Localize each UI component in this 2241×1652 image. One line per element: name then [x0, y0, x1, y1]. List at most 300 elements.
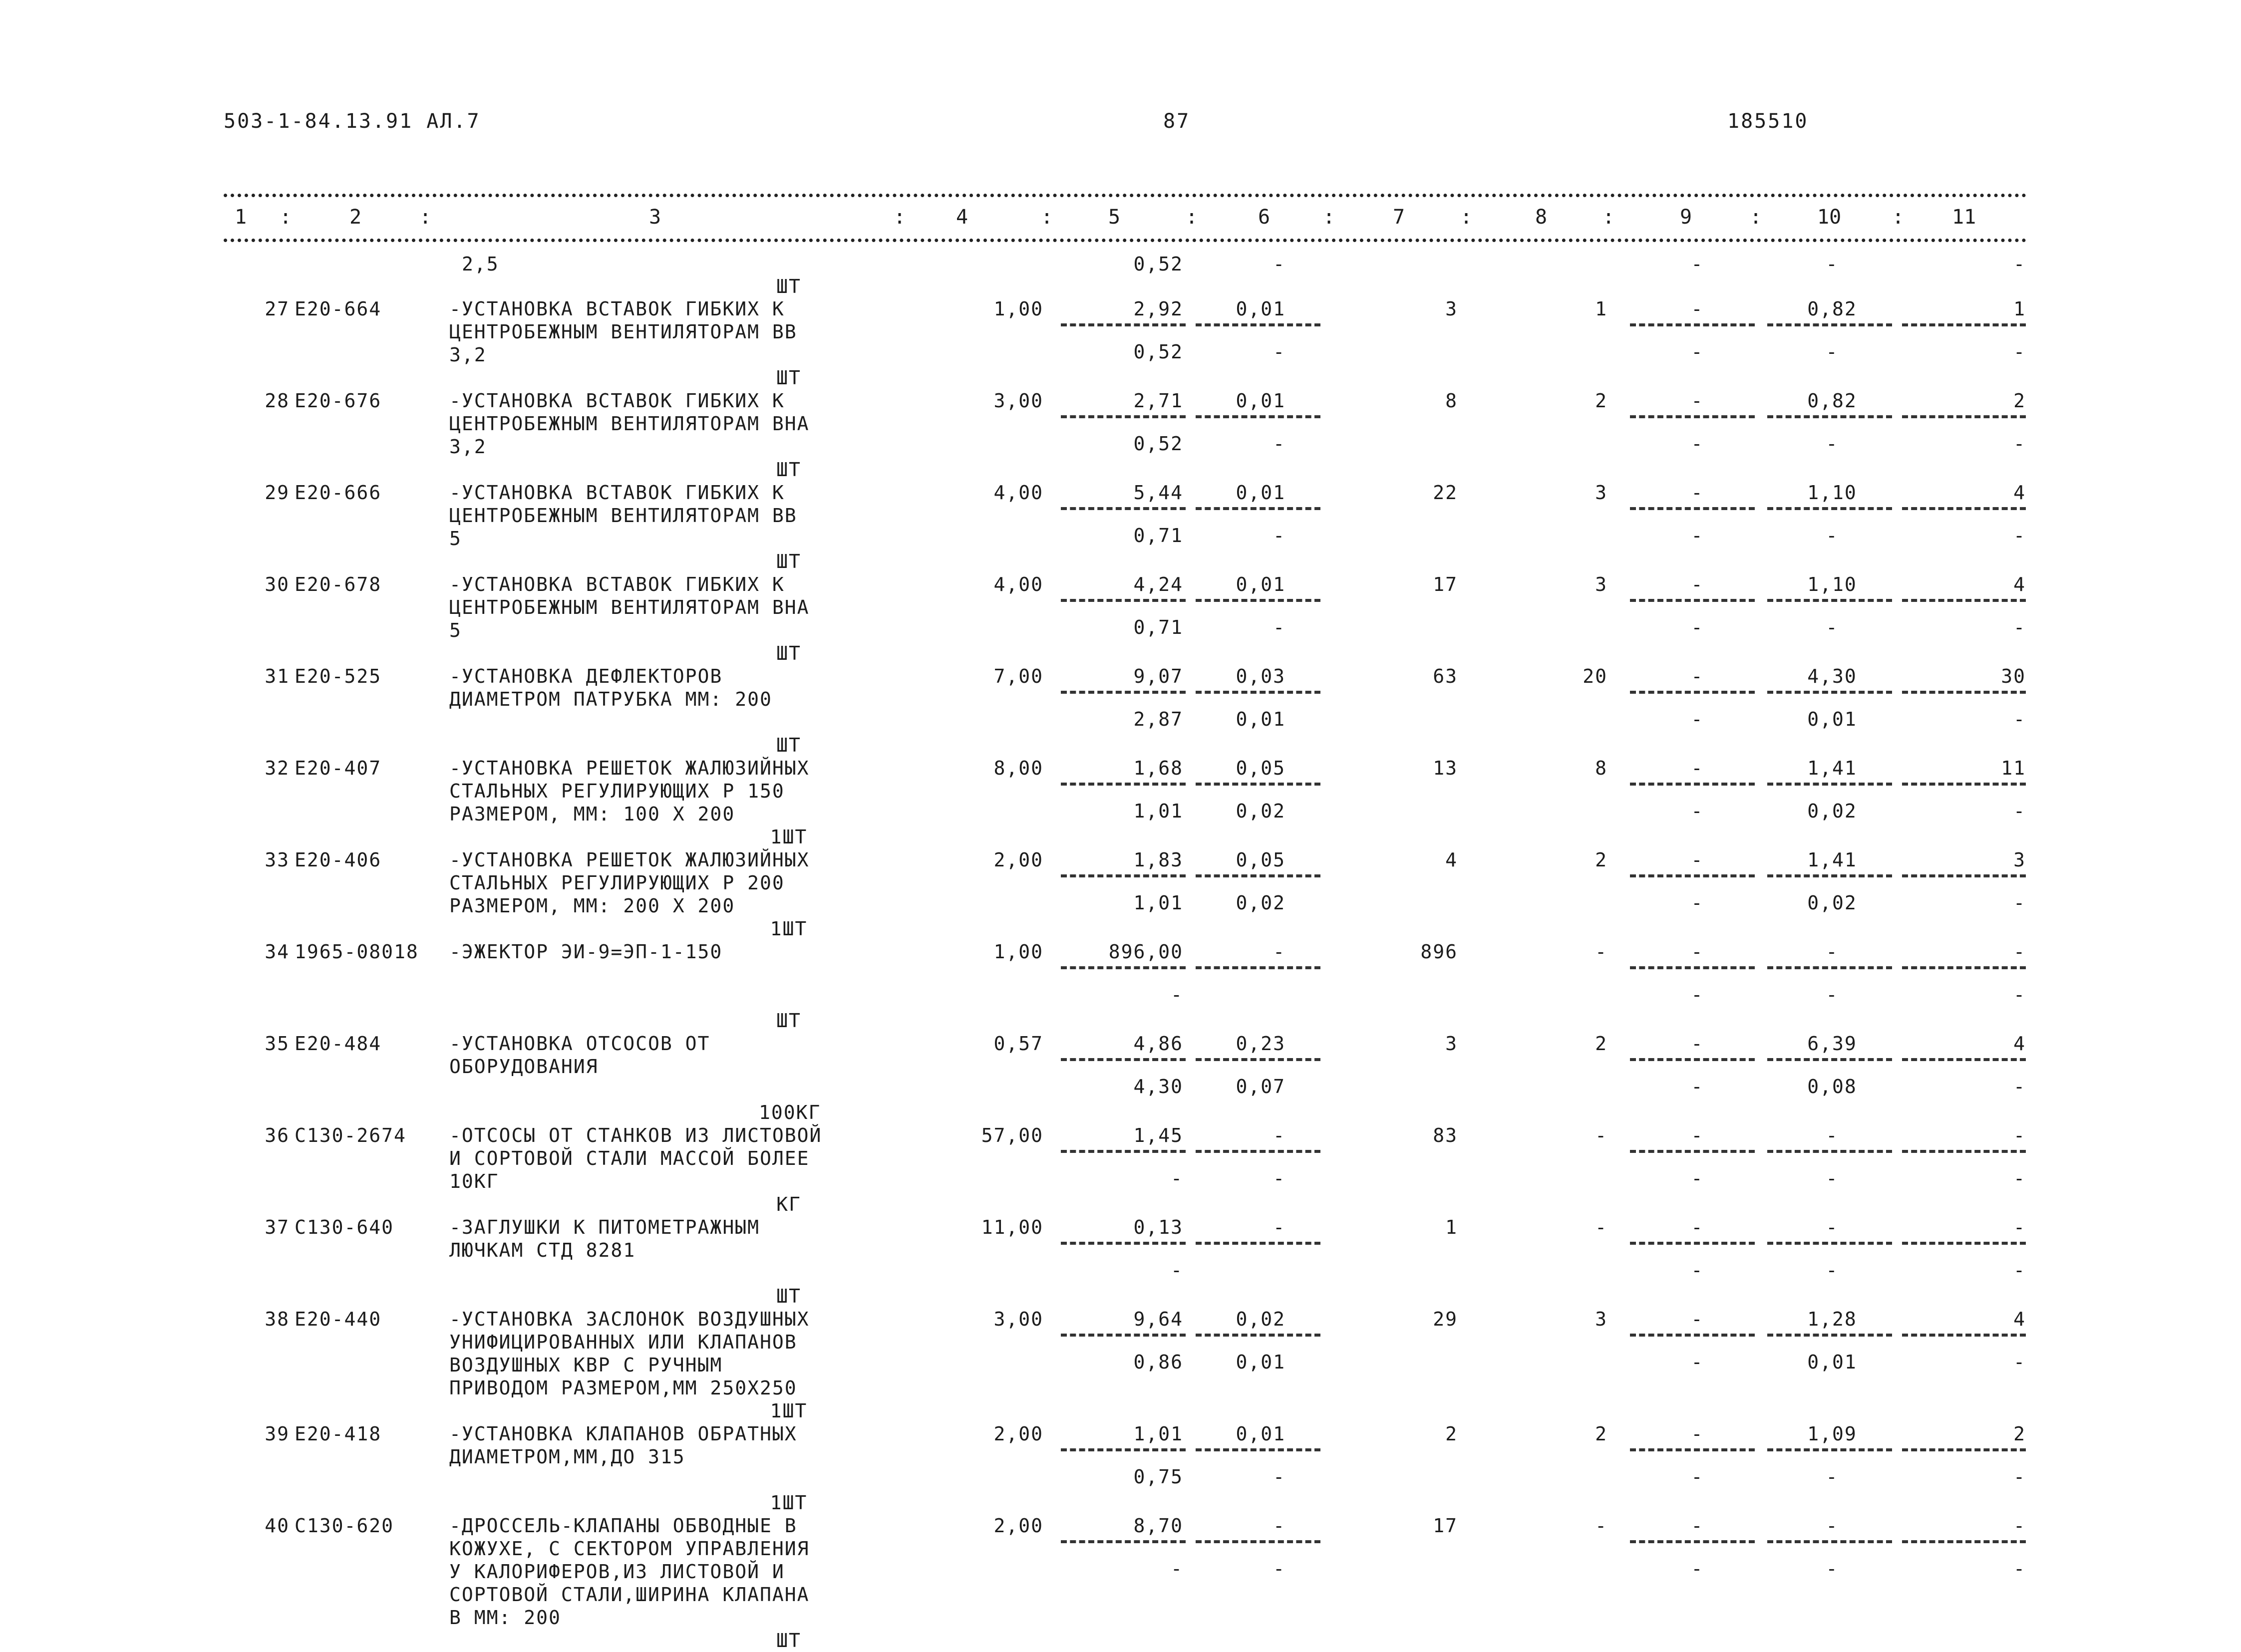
- item-description: -УСТАНОВКА РЕШЕТОК ЖАЛЮЗИЙНЫХ: [449, 757, 810, 779]
- subtotal-dashed-rule: [1767, 507, 1892, 510]
- cell-col6: -: [1273, 1124, 1285, 1146]
- row-number: 35: [265, 1033, 290, 1055]
- cell-col10-sub: 0,01: [1807, 1351, 1857, 1373]
- item-unit: ШТ: [776, 1285, 801, 1307]
- cell-col11-sub: -: [2013, 892, 2026, 914]
- cell-col11-sub: -: [2013, 1466, 2026, 1488]
- subtotal-dashed-rule: [1061, 1058, 1186, 1061]
- cell-col9: -: [1691, 482, 1704, 504]
- cell-quantity: 2,00: [993, 849, 1043, 871]
- cell-col6: 0,23: [1236, 1033, 1285, 1055]
- row-number: 40: [265, 1515, 290, 1537]
- cell-col9: -: [1691, 849, 1704, 871]
- cell-col11: -: [2013, 1216, 2026, 1238]
- subtotal-dashed-rule: [1196, 415, 1320, 418]
- subtotal-dashed-rule: [1196, 1058, 1320, 1061]
- subtotal-dashed-rule: [1902, 1242, 2026, 1245]
- column-separator: :: [1460, 206, 1473, 229]
- cell-col10: 1,09: [1807, 1423, 1857, 1445]
- cell-col11: 11: [2001, 757, 2026, 779]
- column-separator: :: [894, 206, 906, 229]
- cell-col11: 4: [2013, 1308, 2026, 1330]
- subtotal-dashed-rule: [1630, 599, 1755, 602]
- cell-col9-sub: -: [1691, 1076, 1704, 1098]
- item-unit: ШТ: [776, 459, 801, 481]
- subtotal-dashed-rule: [1630, 783, 1755, 786]
- item-code: С130-620: [295, 1515, 394, 1537]
- subtotal-dashed-rule: [1061, 783, 1186, 786]
- subtotal-dashed-rule: [1061, 1150, 1186, 1153]
- cell-col5-sub: 0,71: [1133, 616, 1183, 638]
- cell-col10-sub: -: [1826, 1167, 1839, 1189]
- subtotal-dashed-rule: [1061, 691, 1186, 694]
- row-number: 38: [265, 1308, 290, 1330]
- item-description: У КАЛОРИФЕРОВ,ИЗ ЛИСТОВОЙ И: [449, 1561, 785, 1583]
- cell-col11-sub: -: [2013, 1558, 2026, 1580]
- column-number: 11: [1952, 206, 1976, 229]
- cell-col11-sub: -: [2013, 1167, 2026, 1189]
- cell-col7: 13: [1433, 757, 1458, 779]
- cell-col10: 4,30: [1807, 665, 1857, 687]
- item-description: -ДРОССЕЛЬ-КЛАПАНЫ ОБВОДНЫЕ В: [449, 1515, 797, 1537]
- item-unit: 1ШТ: [770, 826, 808, 848]
- item-code: С130-2674: [295, 1124, 406, 1146]
- row-number: 32: [265, 757, 290, 779]
- cell-col8: 2: [1595, 1423, 1607, 1445]
- subtotal-dashed-rule: [1902, 1540, 2026, 1543]
- item-description: -УСТАНОВКА РЕШЕТОК ЖАЛЮЗИЙНЫХ: [449, 849, 810, 871]
- item-unit: ШТ: [776, 1010, 801, 1032]
- subtotal-dashed-rule: [1061, 323, 1186, 326]
- cell-col5: 5,44: [1133, 482, 1183, 504]
- subtotal-dashed-rule: [1902, 874, 2026, 877]
- item-unit: ШТ: [776, 551, 801, 572]
- cell-col9-sub: -: [1691, 1466, 1704, 1488]
- cell-col11-sub: -: [2013, 433, 2026, 455]
- cell-quantity: 0,57: [993, 1033, 1043, 1055]
- cell-col10: 1,41: [1807, 757, 1857, 779]
- cell-quantity: 11,00: [981, 1216, 1043, 1238]
- item-code: Е20-676: [295, 390, 382, 412]
- cell-quantity: 2,00: [993, 1515, 1043, 1537]
- cell-col11-sub: -: [2013, 525, 2026, 547]
- item-description: -ЭЖЕКТОР ЭИ-9=ЭП-1-150: [449, 941, 723, 963]
- subtotal-dashed-rule: [1196, 1334, 1320, 1337]
- cell-col5: 896,00: [1108, 941, 1183, 963]
- cell-col11: 2: [2013, 390, 2026, 412]
- cell-col10: 6,39: [1807, 1033, 1857, 1055]
- column-separator: :: [1186, 206, 1198, 229]
- column-number: 8: [1535, 206, 1548, 229]
- cell-col9: -: [1691, 1515, 1704, 1537]
- cell-col11: 1: [2013, 298, 2026, 320]
- cell-col6: 0,01: [1236, 1423, 1285, 1445]
- cell-col5-sub: 2,87: [1133, 708, 1183, 730]
- cell-col5: 1,68: [1133, 757, 1183, 779]
- cell-col5-sub: 1,01: [1133, 892, 1183, 914]
- cell-quantity: 4,00: [993, 482, 1043, 504]
- item-code: Е20-418: [295, 1423, 382, 1445]
- subtotal-dashed-rule: [1196, 1242, 1320, 1245]
- cell-col6: 0,03: [1236, 665, 1285, 687]
- subtotal-dashed-rule: [1196, 507, 1320, 510]
- cell-col9-sub: -: [1691, 708, 1704, 730]
- cell-col7: 17: [1433, 573, 1458, 595]
- item-description: СТАЛЬНЫХ РЕГУЛИРУЮЩИХ Р 150: [449, 780, 785, 802]
- cell-col5-sub: 0,52: [1133, 433, 1183, 455]
- item-description: -УСТАНОВКА ЗАСЛОНОК ВОЗДУШНЫХ: [449, 1308, 810, 1330]
- item-description: ЦЕНТРОБЕЖНЫМ ВЕНТИЛЯТОРАМ ВНА: [449, 596, 810, 618]
- cell-col6-sub: 0,02: [1236, 800, 1285, 822]
- column-number: 7: [1393, 206, 1405, 229]
- item-code: 1965-08018: [295, 941, 419, 963]
- cell-col5-sub: 0,86: [1133, 1351, 1183, 1373]
- cell-quantity: 7,00: [993, 665, 1043, 687]
- cell-col6-sub: -: [1273, 433, 1285, 455]
- item-code: Е20-406: [295, 849, 382, 871]
- cell-col10: 1,10: [1807, 482, 1857, 504]
- subtotal-dashed-rule: [1902, 1058, 2026, 1061]
- cell-col7: 2: [1445, 1423, 1458, 1445]
- continuation-c6: -: [1273, 253, 1285, 275]
- item-description: -УСТАНОВКА ВСТАВОК ГИБКИХ К: [449, 390, 785, 412]
- continuation-desc: 2,5: [462, 253, 499, 275]
- cell-col6: 0,05: [1236, 757, 1285, 779]
- subtotal-dashed-rule: [1061, 1448, 1186, 1451]
- column-separator: :: [1323, 206, 1335, 229]
- cell-col5-sub: 1,01: [1133, 800, 1183, 822]
- subtotal-dashed-rule: [1196, 783, 1320, 786]
- subtotal-dashed-rule: [1902, 507, 2026, 510]
- item-unit: ШТ: [776, 642, 801, 664]
- cell-col6-sub: -: [1273, 616, 1285, 638]
- cell-quantity: 4,00: [993, 573, 1043, 595]
- cell-col11: -: [2013, 941, 2026, 963]
- cell-col11: 2: [2013, 1423, 2026, 1445]
- subtotal-dashed-rule: [1630, 874, 1755, 877]
- cell-col5: 1,01: [1133, 1423, 1183, 1445]
- cell-quantity: 1,00: [993, 298, 1043, 320]
- cell-col9: -: [1691, 1216, 1704, 1238]
- cell-col9: -: [1691, 298, 1704, 320]
- column-separator: :: [1750, 206, 1762, 229]
- subtotal-dashed-rule: [1902, 415, 2026, 418]
- item-description: И СОРТОВОЙ СТАЛИ МАССОЙ БОЛЕЕ: [449, 1147, 810, 1169]
- cell-col5: 1,83: [1133, 849, 1183, 871]
- cell-col6: 0,01: [1236, 482, 1285, 504]
- cell-col11: 4: [2013, 1033, 2026, 1055]
- cell-quantity: 57,00: [981, 1124, 1043, 1146]
- cell-col8: 8: [1595, 757, 1607, 779]
- table-top-rule: [224, 194, 2027, 197]
- cell-col10-sub: 0,02: [1807, 892, 1857, 914]
- cell-col5-sub: 4,30: [1133, 1076, 1183, 1098]
- cell-col9-sub: -: [1691, 1167, 1704, 1189]
- item-description: -УСТАНОВКА ВСТАВОК ГИБКИХ К: [449, 573, 785, 595]
- subtotal-dashed-rule: [1061, 966, 1186, 969]
- cell-quantity: 3,00: [993, 390, 1043, 412]
- column-number: 5: [1108, 206, 1121, 229]
- cell-col7: 1: [1445, 1216, 1458, 1238]
- item-code: Е20-484: [295, 1033, 382, 1055]
- subtotal-dashed-rule: [1902, 1150, 2026, 1153]
- item-code: Е20-678: [295, 573, 382, 595]
- cell-col5: 2,71: [1133, 390, 1183, 412]
- item-code: С130-640: [295, 1216, 394, 1238]
- cell-col10-sub: 0,01: [1807, 708, 1857, 730]
- subtotal-dashed-rule: [1767, 783, 1892, 786]
- cell-col10-sub: 0,08: [1807, 1076, 1857, 1098]
- cell-col6: 0,01: [1236, 573, 1285, 595]
- item-description: ВОЗДУШНЫХ КВР С РУЧНЫМ: [449, 1354, 723, 1376]
- continuation-c5: 0,52: [1133, 253, 1183, 275]
- cell-col6-sub: -: [1273, 525, 1285, 547]
- cell-col10: 1,28: [1807, 1308, 1857, 1330]
- subtotal-dashed-rule: [1767, 323, 1892, 326]
- item-description: -УСТАНОВКА ВСТАВОК ГИБКИХ К: [449, 298, 785, 320]
- row-number: 28: [265, 390, 290, 412]
- subtotal-dashed-rule: [1767, 966, 1892, 969]
- item-description: -УСТАНОВКА ДЕФЛЕКТОРОВ: [449, 665, 723, 687]
- row-number: 36: [265, 1124, 290, 1146]
- item-unit: ШТ: [776, 1630, 801, 1652]
- cell-col11: 4: [2013, 482, 2026, 504]
- item-description: -УСТАНОВКА КЛАПАНОВ ОБРАТНЫХ: [449, 1423, 797, 1445]
- cell-col8: 2: [1595, 1033, 1607, 1055]
- item-description: 10КГ: [449, 1170, 499, 1192]
- subtotal-dashed-rule: [1630, 1540, 1755, 1543]
- row-number: 34: [265, 941, 290, 963]
- cell-col10: -: [1826, 1124, 1839, 1146]
- item-description: -УСТАНОВКА ВСТАВОК ГИБКИХ К: [449, 482, 785, 504]
- cell-col5-sub: 0,52: [1133, 341, 1183, 363]
- cell-col5-sub: 0,71: [1133, 525, 1183, 547]
- item-description: ЦЕНТРОБЕЖНЫМ ВЕНТИЛЯТОРАМ ВВ: [449, 321, 797, 343]
- row-number: 39: [265, 1423, 290, 1445]
- item-code: Е20-407: [295, 757, 382, 779]
- item-code: Е20-666: [295, 482, 382, 504]
- cell-col6-sub: 0,02: [1236, 892, 1285, 914]
- cell-col8: 20: [1583, 665, 1607, 687]
- subtotal-dashed-rule: [1061, 1540, 1186, 1543]
- cell-col11: 3: [2013, 849, 2026, 871]
- cell-col7: 63: [1433, 665, 1458, 687]
- subtotal-dashed-rule: [1767, 691, 1892, 694]
- cell-col11-sub: -: [2013, 708, 2026, 730]
- cell-col6: 0,01: [1236, 298, 1285, 320]
- cell-col11-sub: -: [2013, 984, 2026, 1006]
- item-unit: 100КГ: [759, 1101, 821, 1123]
- cell-col11-sub: -: [2013, 1351, 2026, 1373]
- item-description: ЛЮЧКАМ СТД 8281: [449, 1239, 636, 1261]
- cell-col9-sub: -: [1691, 1259, 1704, 1281]
- item-description: ДИАМЕТРОМ,ММ,ДО 315: [449, 1446, 685, 1468]
- cell-col10-sub: -: [1826, 525, 1839, 547]
- item-code: Е20-664: [295, 298, 382, 320]
- cell-col9-sub: -: [1691, 525, 1704, 547]
- subtotal-dashed-rule: [1630, 1334, 1755, 1337]
- cell-col5: 9,64: [1133, 1308, 1183, 1330]
- subtotal-dashed-rule: [1196, 599, 1320, 602]
- cell-col8: 3: [1595, 1308, 1607, 1330]
- continuation-c9: -: [1691, 253, 1704, 275]
- item-description: РАЗМЕРОМ, ММ: 200 Х 200: [449, 895, 735, 917]
- column-number: 10: [1817, 206, 1842, 229]
- item-unit: ШТ: [776, 734, 801, 756]
- cell-col9-sub: -: [1691, 433, 1704, 455]
- row-number: 33: [265, 849, 290, 871]
- subtotal-dashed-rule: [1630, 323, 1755, 326]
- cell-col10: 1,41: [1807, 849, 1857, 871]
- column-number: 6: [1258, 206, 1271, 229]
- cell-col11: 30: [2001, 665, 2026, 687]
- cell-col9-sub: -: [1691, 1558, 1704, 1580]
- cell-col6: 0,02: [1236, 1308, 1285, 1330]
- item-description: -УСТАНОВКА ОТСОСОВ ОТ: [449, 1033, 710, 1055]
- subtotal-dashed-rule: [1061, 874, 1186, 877]
- cell-quantity: 8,00: [993, 757, 1043, 779]
- cell-col8: -: [1595, 1124, 1607, 1146]
- item-description: -ОТСОСЫ ОТ СТАНКОВ ИЗ ЛИСТОВОЙ: [449, 1124, 822, 1146]
- cell-col8: 2: [1595, 390, 1607, 412]
- cell-col10: 0,82: [1807, 390, 1857, 412]
- item-unit: КГ: [776, 1193, 801, 1215]
- subtotal-dashed-rule: [1630, 966, 1755, 969]
- subtotal-dashed-rule: [1902, 599, 2026, 602]
- cell-col6: -: [1273, 941, 1285, 963]
- continuation-unit: ШТ: [776, 275, 801, 297]
- cell-col10-sub: -: [1826, 433, 1839, 455]
- cell-col10-sub: 0,02: [1807, 800, 1857, 822]
- cell-col11-sub: -: [2013, 800, 2026, 822]
- column-number: 9: [1680, 206, 1692, 229]
- cell-col5: 1,45: [1133, 1124, 1183, 1146]
- cell-col8: 1: [1595, 298, 1607, 320]
- subtotal-dashed-rule: [1767, 1058, 1892, 1061]
- row-number: 31: [265, 665, 290, 687]
- subtotal-dashed-rule: [1630, 1150, 1755, 1153]
- cell-col6: 0,01: [1236, 390, 1285, 412]
- cell-col7: 29: [1433, 1308, 1458, 1330]
- item-unit: 1ШТ: [770, 1492, 808, 1514]
- cell-col6-sub: 0,01: [1236, 708, 1285, 730]
- row-number: 37: [265, 1216, 290, 1238]
- column-separator: :: [280, 206, 292, 229]
- cell-col9: -: [1691, 390, 1704, 412]
- cell-col5: 4,24: [1133, 573, 1183, 595]
- cell-col8: -: [1595, 1515, 1607, 1537]
- subtotal-dashed-rule: [1767, 1150, 1892, 1153]
- cell-col5-sub: -: [1171, 984, 1183, 1006]
- cell-col11-sub: -: [2013, 616, 2026, 638]
- column-number: 3: [649, 206, 661, 229]
- item-unit: ШТ: [776, 367, 801, 389]
- cell-col7: 3: [1445, 298, 1458, 320]
- subtotal-dashed-rule: [1902, 323, 2026, 326]
- subtotal-dashed-rule: [1061, 415, 1186, 418]
- column-separator: :: [1041, 206, 1053, 229]
- subtotal-dashed-rule: [1196, 874, 1320, 877]
- item-description: В ММ: 200: [449, 1607, 561, 1629]
- item-description: РАЗМЕРОМ, ММ: 100 Х 200: [449, 803, 735, 825]
- cell-col9-sub: -: [1691, 616, 1704, 638]
- cell-col6-sub: -: [1273, 341, 1285, 363]
- cell-col11: 4: [2013, 573, 2026, 595]
- subtotal-dashed-rule: [1902, 783, 2026, 786]
- item-code: Е20-440: [295, 1308, 382, 1330]
- cell-col8: 3: [1595, 573, 1607, 595]
- subtotal-dashed-rule: [1630, 1448, 1755, 1451]
- subtotal-dashed-rule: [1196, 966, 1320, 969]
- subtotal-dashed-rule: [1630, 1242, 1755, 1245]
- cell-col9: -: [1691, 665, 1704, 687]
- cell-col9: -: [1691, 1308, 1704, 1330]
- item-description: ОБОРУДОВАНИЯ: [449, 1056, 599, 1078]
- cell-col6-sub: 0,01: [1236, 1351, 1285, 1373]
- cell-col10: -: [1826, 1216, 1839, 1238]
- continuation-c10: -: [1826, 253, 1839, 275]
- item-description: ДИАМЕТРОМ ПАТРУБКА ММ: 200: [449, 688, 772, 710]
- cell-col10: -: [1826, 941, 1839, 963]
- item-code: Е20-525: [295, 665, 382, 687]
- cell-col7: 4: [1445, 849, 1458, 871]
- item-description: 5: [449, 619, 462, 641]
- item-description: 3,2: [449, 344, 487, 366]
- item-description: -ЗАГЛУШКИ К ПИТОМЕТРАЖНЫМ: [449, 1216, 760, 1238]
- cell-quantity: 2,00: [993, 1423, 1043, 1445]
- cell-col11-sub: -: [2013, 341, 2026, 363]
- subtotal-dashed-rule: [1902, 691, 2026, 694]
- subtotal-dashed-rule: [1630, 415, 1755, 418]
- item-unit: 1ШТ: [770, 918, 808, 940]
- row-number: 30: [265, 573, 290, 595]
- cell-col10-sub: -: [1826, 341, 1839, 363]
- cell-col10-sub: -: [1826, 1558, 1839, 1580]
- cell-col10: -: [1826, 1515, 1839, 1537]
- column-separator: :: [419, 206, 432, 229]
- cell-col9: -: [1691, 1124, 1704, 1146]
- page-number: 87: [1163, 110, 1191, 133]
- cell-col6: -: [1273, 1515, 1285, 1537]
- cell-col10-sub: -: [1826, 1259, 1839, 1281]
- subtotal-dashed-rule: [1630, 691, 1755, 694]
- column-number: 4: [956, 206, 968, 229]
- subtotal-dashed-rule: [1767, 1242, 1892, 1245]
- sheet-code: 185510: [1727, 110, 1809, 133]
- cell-col9-sub: -: [1691, 1351, 1704, 1373]
- subtotal-dashed-rule: [1061, 599, 1186, 602]
- cell-col7: 896: [1420, 941, 1458, 963]
- cell-col7: 22: [1433, 482, 1458, 504]
- cell-col9: -: [1691, 1423, 1704, 1445]
- cell-col7: 3: [1445, 1033, 1458, 1055]
- cell-col9: -: [1691, 941, 1704, 963]
- column-separator: :: [1602, 206, 1615, 229]
- subtotal-dashed-rule: [1767, 599, 1892, 602]
- table-header-rule: [224, 239, 2027, 242]
- cell-col10: 0,82: [1807, 298, 1857, 320]
- column-number: 1: [235, 206, 247, 229]
- subtotal-dashed-rule: [1061, 507, 1186, 510]
- subtotal-dashed-rule: [1196, 691, 1320, 694]
- cell-col11-sub: -: [2013, 1076, 2026, 1098]
- subtotal-dashed-rule: [1767, 1448, 1892, 1451]
- row-number: 29: [265, 482, 290, 504]
- subtotal-dashed-rule: [1196, 1540, 1320, 1543]
- cell-col9: -: [1691, 573, 1704, 595]
- cell-col5-sub: 0,75: [1133, 1466, 1183, 1488]
- column-separator: :: [1892, 206, 1905, 229]
